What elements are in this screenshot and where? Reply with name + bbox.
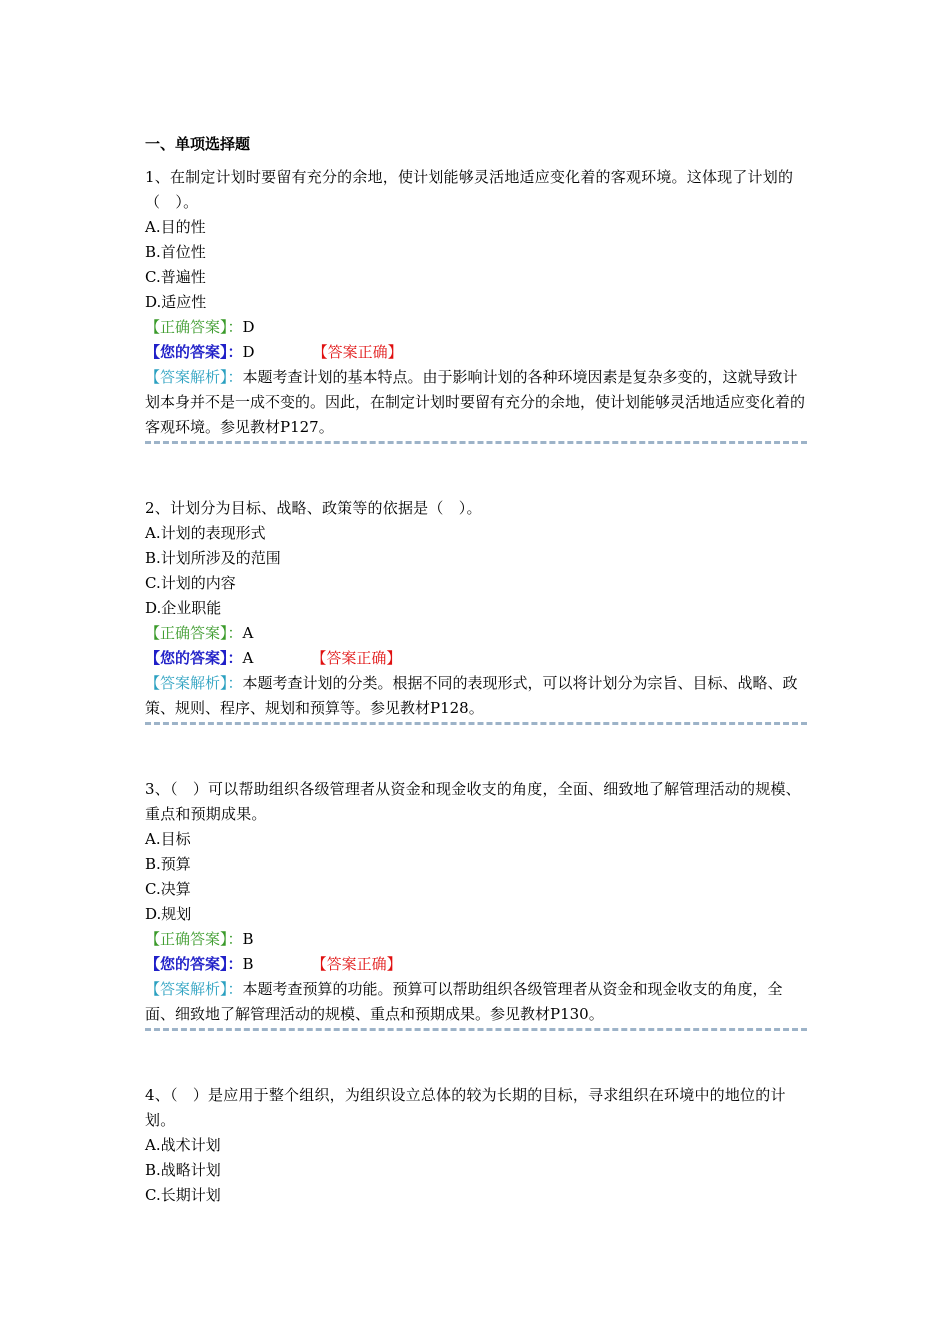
analysis-label: 【答案解析】 bbox=[145, 980, 228, 998]
option-b: B.战略计划 bbox=[145, 1161, 221, 1179]
analysis-row bbox=[145, 671, 807, 721]
correct-answer-row bbox=[145, 315, 807, 340]
divider bbox=[145, 441, 807, 444]
correct-answer-row bbox=[145, 621, 807, 646]
option-c: C.长期计划 bbox=[145, 1186, 221, 1204]
colon: ： bbox=[227, 318, 243, 336]
section-title: 一、单项选择题 bbox=[145, 135, 251, 153]
correct-answer-label: 【正确答案】 bbox=[145, 318, 228, 336]
analysis-label: 【答案解析】 bbox=[145, 368, 228, 386]
option-b: B.计划所涉及的范围 bbox=[145, 549, 281, 567]
your-answer-value: B bbox=[242, 955, 254, 973]
your-answer-label: 【您的答案】 bbox=[145, 955, 228, 973]
question-stem: 3、（ ）可以帮助组织各级管理者从资金和现金收支的角度，全面、细致地了解管理活动的规模、重点和预期成果。 bbox=[145, 780, 801, 823]
option-d: D.规划 bbox=[145, 905, 192, 923]
verdict-badge: 【答案正确】 bbox=[311, 649, 402, 667]
option-d: D.适应性 bbox=[145, 293, 207, 311]
option-a: A.战术计划 bbox=[145, 1136, 221, 1154]
analysis-text: 本题考查预算的功能。预算可以帮助组织各级管理者从资金和现金收支的角度，全面、细致地了解管理活动的规模、重点和预期成果。参见教材P130。 bbox=[145, 980, 783, 1023]
analysis-row bbox=[145, 365, 807, 440]
your-answer-label: 【您的答案】 bbox=[145, 343, 228, 361]
divider bbox=[145, 722, 807, 725]
divider bbox=[145, 1028, 807, 1031]
question-3 bbox=[145, 777, 807, 1031]
option-c: C.普遍性 bbox=[145, 268, 206, 286]
correct-answer-value: B bbox=[242, 930, 254, 948]
colon: ： bbox=[227, 930, 243, 948]
your-answer-row bbox=[145, 952, 807, 977]
question-stem: 4、（ ）是应用于整个组织，为组织设立总体的较为长期的目标，寻求组织在环境中的地位的计划。 bbox=[145, 1086, 786, 1129]
colon: ： bbox=[227, 674, 243, 692]
colon: ： bbox=[227, 955, 243, 973]
your-answer-label: 【您的答案】 bbox=[145, 649, 228, 667]
correct-answer-value: D bbox=[242, 318, 255, 336]
your-answer-row bbox=[145, 646, 807, 671]
option-c: C.决算 bbox=[145, 880, 191, 898]
document-body bbox=[145, 132, 807, 1208]
your-answer-value: A bbox=[242, 649, 254, 667]
correct-answer-row bbox=[145, 927, 807, 952]
colon: ： bbox=[227, 624, 243, 642]
verdict-badge: 【答案正确】 bbox=[311, 955, 402, 973]
your-answer-value: D bbox=[242, 343, 255, 361]
question-1 bbox=[145, 165, 807, 444]
option-d: D.企业职能 bbox=[145, 599, 222, 617]
verdict-badge: 【答案正确】 bbox=[312, 343, 403, 361]
correct-answer-label: 【正确答案】 bbox=[145, 930, 228, 948]
colon: ： bbox=[227, 343, 243, 361]
option-c: C.计划的内容 bbox=[145, 574, 236, 592]
your-answer-row bbox=[145, 340, 807, 365]
colon: ： bbox=[227, 980, 243, 998]
question-4 bbox=[145, 1083, 807, 1208]
analysis-row bbox=[145, 977, 807, 1027]
option-a: A.计划的表现形式 bbox=[145, 524, 266, 542]
option-b: B.预算 bbox=[145, 855, 191, 873]
question-2 bbox=[145, 496, 807, 725]
colon: ： bbox=[227, 368, 243, 386]
option-a: A.目标 bbox=[145, 830, 191, 848]
option-a: A.目的性 bbox=[145, 218, 206, 236]
option-b: B.首位性 bbox=[145, 243, 206, 261]
colon: ： bbox=[227, 649, 243, 667]
correct-answer-value: A bbox=[242, 624, 254, 642]
question-stem: 2、计划分为目标、战略、政策等的依据是（ ）。 bbox=[145, 499, 482, 517]
analysis-label: 【答案解析】 bbox=[145, 674, 228, 692]
correct-answer-label: 【正确答案】 bbox=[145, 624, 228, 642]
analysis-text: 本题考查计划的分类。根据不同的表现形式，可以将计划分为宗旨、目标、战略、政策、规则、程序、规划和预算等。参见教材P128。 bbox=[145, 674, 798, 717]
analysis-text: 本题考查计划的基本特点。由于影响计划的各种环境因素是复杂多变的，这就导致计划本身并不是一成不变的。因此，在制定计划时要留有充分的余地，使计划能够灵活地适应变化着的客观环境。参见教材P127。 bbox=[145, 368, 806, 436]
question-stem: 1、在制定计划时要留有充分的余地，使计划能够灵活地适应变化着的客观环境。这体现了计划的（ ）。 bbox=[145, 168, 794, 211]
